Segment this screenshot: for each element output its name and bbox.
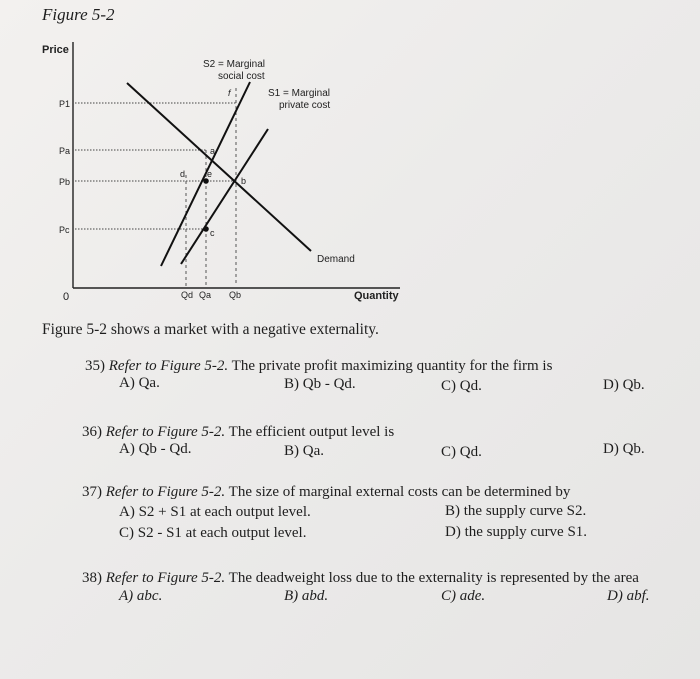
s2-social-cost-curve bbox=[161, 82, 250, 266]
point-c bbox=[203, 226, 209, 232]
question-ref: Refer to Figure 5-2. bbox=[105, 424, 226, 440]
question-number: 35) bbox=[85, 358, 105, 374]
y-axis-label: Price bbox=[42, 44, 69, 56]
quantity-label-qa: Qa bbox=[199, 290, 212, 300]
point-label-b: b bbox=[241, 176, 247, 186]
option-b[interactable]: B) abd. bbox=[284, 588, 329, 604]
question-text: The deadweight loss due to the externality is represented by the area bbox=[228, 570, 639, 586]
point-label-a: a bbox=[210, 146, 216, 156]
price-label-pa: Pa bbox=[59, 146, 71, 156]
price-label-p1: P1 bbox=[59, 99, 71, 109]
point-label-f: f bbox=[228, 88, 231, 98]
x-axis-label: Quantity bbox=[354, 290, 399, 302]
question-number: 37) bbox=[82, 484, 102, 500]
s2-label-line1: S2 = Marginal bbox=[203, 59, 265, 70]
figure-caption: Figure 5-2 shows a market with a negative externality. bbox=[42, 321, 379, 338]
question-ref: Refer to Figure 5-2. bbox=[105, 484, 226, 500]
option-c[interactable]: C) Qd. bbox=[441, 444, 482, 460]
question-text: The private profit maximizing quantity for the firm is bbox=[231, 358, 553, 374]
price-label-pb: Pb bbox=[59, 177, 71, 187]
externality-graph bbox=[0, 0, 420, 310]
option-c[interactable]: C) ade. bbox=[441, 588, 486, 604]
option-b[interactable]: B) the supply curve S2. bbox=[445, 503, 587, 519]
question-35-prompt bbox=[85, 358, 552, 375]
option-b[interactable]: B) Qa. bbox=[284, 443, 324, 459]
point-e bbox=[203, 178, 209, 184]
point-label-d: d bbox=[180, 169, 186, 179]
option-d[interactable]: D) abf. bbox=[607, 588, 650, 604]
demand-label: Demand bbox=[317, 254, 355, 265]
option-b[interactable]: B) Qb - Qd. bbox=[284, 376, 356, 392]
point-label-e: e bbox=[207, 169, 213, 179]
origin-label: 0 bbox=[63, 291, 70, 303]
option-a[interactable]: A) Qa. bbox=[119, 375, 160, 391]
option-c[interactable]: C) S2 - S1 at each output level. bbox=[119, 525, 307, 541]
point-label-c: c bbox=[210, 228, 215, 238]
question-number: 36) bbox=[82, 424, 102, 440]
question-text: The efficient output level is bbox=[228, 424, 395, 440]
option-c[interactable]: C) Qd. bbox=[441, 378, 482, 394]
question-36-prompt bbox=[82, 424, 394, 441]
option-d[interactable]: D) Qb. bbox=[603, 441, 645, 457]
question-37-prompt bbox=[82, 484, 570, 501]
question-ref: Refer to Figure 5-2. bbox=[108, 358, 229, 374]
question-ref: Refer to Figure 5-2. bbox=[105, 570, 226, 586]
option-a[interactable]: A) Qb - Qd. bbox=[119, 441, 192, 457]
option-a[interactable]: A) abc. bbox=[119, 588, 163, 604]
quantity-label-qd: Qd bbox=[181, 290, 194, 300]
s2-label-line2: social cost bbox=[218, 71, 265, 82]
option-a[interactable]: A) S2 + S1 at each output level. bbox=[119, 504, 311, 520]
quantity-label-qb: Qb bbox=[229, 290, 242, 300]
question-text: The size of marginal external costs can be determined by bbox=[228, 484, 571, 500]
figure-title: Figure 5-2 bbox=[42, 5, 115, 24]
option-d[interactable]: D) Qb. bbox=[603, 377, 645, 393]
question-number: 38) bbox=[82, 570, 102, 586]
question-38-prompt bbox=[82, 570, 639, 587]
s1-label-line1: S1 = Marginal bbox=[268, 88, 330, 99]
s1-label-line2: private cost bbox=[279, 100, 331, 111]
option-d[interactable]: D) the supply curve S1. bbox=[445, 524, 588, 540]
price-label-pc: Pc bbox=[59, 225, 70, 235]
